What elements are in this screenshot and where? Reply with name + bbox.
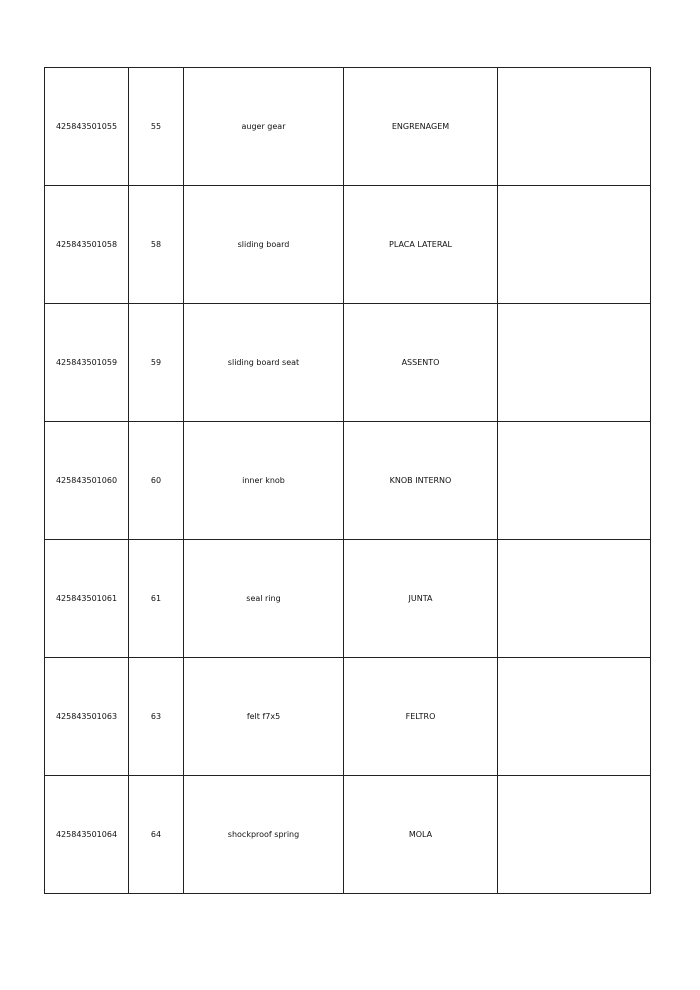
notes-cell bbox=[498, 422, 651, 540]
table-row bbox=[45, 304, 651, 422]
portuguese-description-cell: PLACA LATERAL bbox=[344, 186, 498, 304]
part-code-cell: 425843501058 bbox=[45, 186, 129, 304]
reference-number-cell: 60 bbox=[129, 422, 184, 540]
reference-number-cell: 61 bbox=[129, 540, 184, 658]
part-code-cell: 425843501060 bbox=[45, 422, 129, 540]
portuguese-description-cell: FELTRO bbox=[344, 658, 498, 776]
notes-cell bbox=[498, 776, 651, 894]
english-description-cell: inner knob bbox=[184, 422, 344, 540]
reference-number-cell: 63 bbox=[129, 658, 184, 776]
notes-cell bbox=[498, 658, 651, 776]
notes-cell bbox=[498, 68, 651, 186]
table-row bbox=[45, 68, 651, 186]
part-code-cell: 425843501059 bbox=[45, 304, 129, 422]
reference-number-cell: 64 bbox=[129, 776, 184, 894]
table-row bbox=[45, 658, 651, 776]
english-description-cell: seal ring bbox=[184, 540, 344, 658]
table-row bbox=[45, 776, 651, 894]
reference-number-cell: 55 bbox=[129, 68, 184, 186]
part-code-cell: 425843501061 bbox=[45, 540, 129, 658]
english-description-cell: auger gear bbox=[184, 68, 344, 186]
part-code-cell: 425843501064 bbox=[45, 776, 129, 894]
english-description-cell: felt f7x5 bbox=[184, 658, 344, 776]
portuguese-description-cell: KNOB INTERNO bbox=[344, 422, 498, 540]
part-code-cell: 425843501063 bbox=[45, 658, 129, 776]
notes-cell bbox=[498, 186, 651, 304]
portuguese-description-cell: ASSENTO bbox=[344, 304, 498, 422]
table-row bbox=[45, 422, 651, 540]
english-description-cell: sliding board seat bbox=[184, 304, 344, 422]
english-description-cell: sliding board bbox=[184, 186, 344, 304]
portuguese-description-cell: ENGRENAGEM bbox=[344, 68, 498, 186]
portuguese-description-cell: JUNTA bbox=[344, 540, 498, 658]
english-description-cell: shockproof spring bbox=[184, 776, 344, 894]
part-code-cell: 425843501055 bbox=[45, 68, 129, 186]
reference-number-cell: 59 bbox=[129, 304, 184, 422]
portuguese-description-cell: MOLA bbox=[344, 776, 498, 894]
notes-cell bbox=[498, 304, 651, 422]
notes-cell bbox=[498, 540, 651, 658]
table-row bbox=[45, 186, 651, 304]
table-row bbox=[45, 540, 651, 658]
reference-number-cell: 58 bbox=[129, 186, 184, 304]
parts-table bbox=[44, 67, 651, 894]
